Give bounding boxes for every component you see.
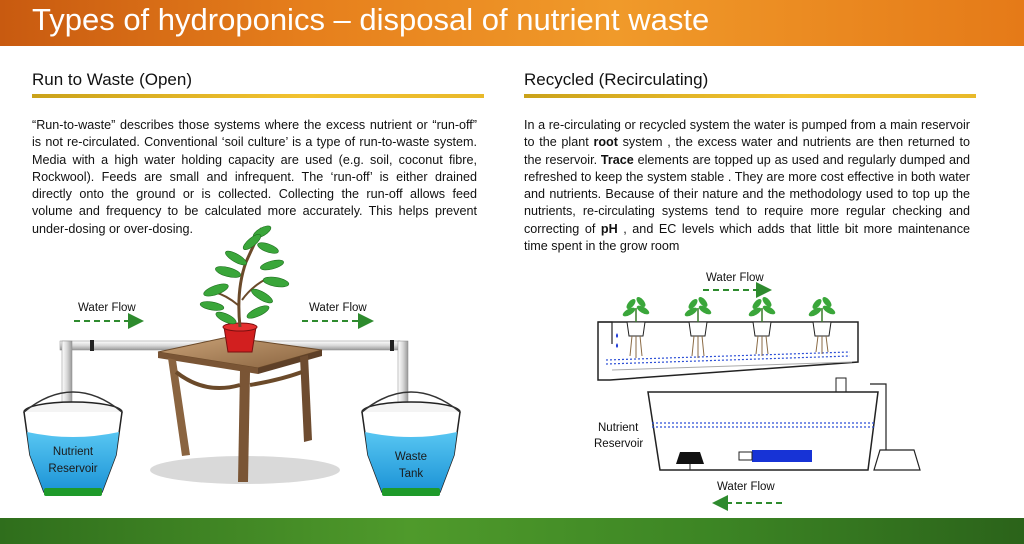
top-flow-label: Water Flow	[706, 272, 764, 284]
right-bucket-label-2: Tank	[398, 468, 424, 480]
overflow-container	[874, 450, 920, 470]
right-paragraph-text-2: system , the excess water and nutrients are then returned to the reservoir.	[524, 135, 970, 167]
footer-band	[0, 518, 1024, 544]
left-heading: Run to Waste (Open)	[32, 70, 192, 89]
waste-tank-bucket	[362, 392, 460, 496]
right-paragraph-bold-ph: pH	[600, 221, 618, 236]
reservoir-label-1: Nutrient	[598, 422, 639, 434]
page-title: Types of hydroponics – disposal of nutrient waste	[32, 2, 710, 37]
heater-icon	[752, 450, 812, 462]
reservoir-label-2: Reservoir	[594, 438, 644, 450]
right-paragraph-bold-root: root	[593, 135, 618, 150]
left-bucket-label-2: Reservoir	[48, 463, 98, 475]
potted-plant-icon	[199, 224, 289, 352]
right-paragraph-text-3: elements are topped up as used and regularly dumped and refreshed to keep the system stable . They are more cost effective in both water and nutrients. Because of their nature and the methodology used to top up the nutrients, re-circulating systems tend to require more regular checking and correcting of	[524, 152, 971, 236]
bottom-flow-label: Water Flow	[717, 481, 775, 493]
nutrient-reservoir-bucket	[24, 392, 122, 496]
right-flow-label: Water Flow	[309, 302, 367, 314]
right-paragraph-text-4: , and EC levels which adds that little bit more maintenance time spent in the grow room	[524, 221, 970, 254]
left-paragraph: “Run-to-waste” describes those systems where the excess nutrient or “run-off” is not re-circulated. Conventional ‘soil culture’ is a type of run-to-waste system. Media with a high water holding capacity are used (e.g. soil, coconut fibre, Rockwool). Feeds are small and infrequent. The ‘run-off’ is either drained directly onto the ground or is collected. Collecting the run-off allows feed volume and frequency to be calculated more accurately. This helps prevent under-dosing or over-dosing.	[32, 118, 477, 236]
left-riser-pipe	[62, 341, 72, 411]
right-bucket-label-1: Waste	[394, 451, 428, 463]
recirculating-diagram	[594, 272, 920, 503]
left-bucket-label-1: Nutrient	[52, 446, 94, 458]
right-paragraph-text-1: In a re-circulating or recycled system the water is pumped from a main reservoir to the plant	[524, 118, 970, 150]
run-to-waste-diagram	[24, 224, 460, 496]
pump-icon	[676, 452, 704, 464]
right-paragraph-bold-trace: Trace	[600, 152, 634, 167]
left-flow-label: Water Flow	[78, 302, 136, 314]
right-heading: Recycled (Recirculating)	[524, 70, 709, 89]
